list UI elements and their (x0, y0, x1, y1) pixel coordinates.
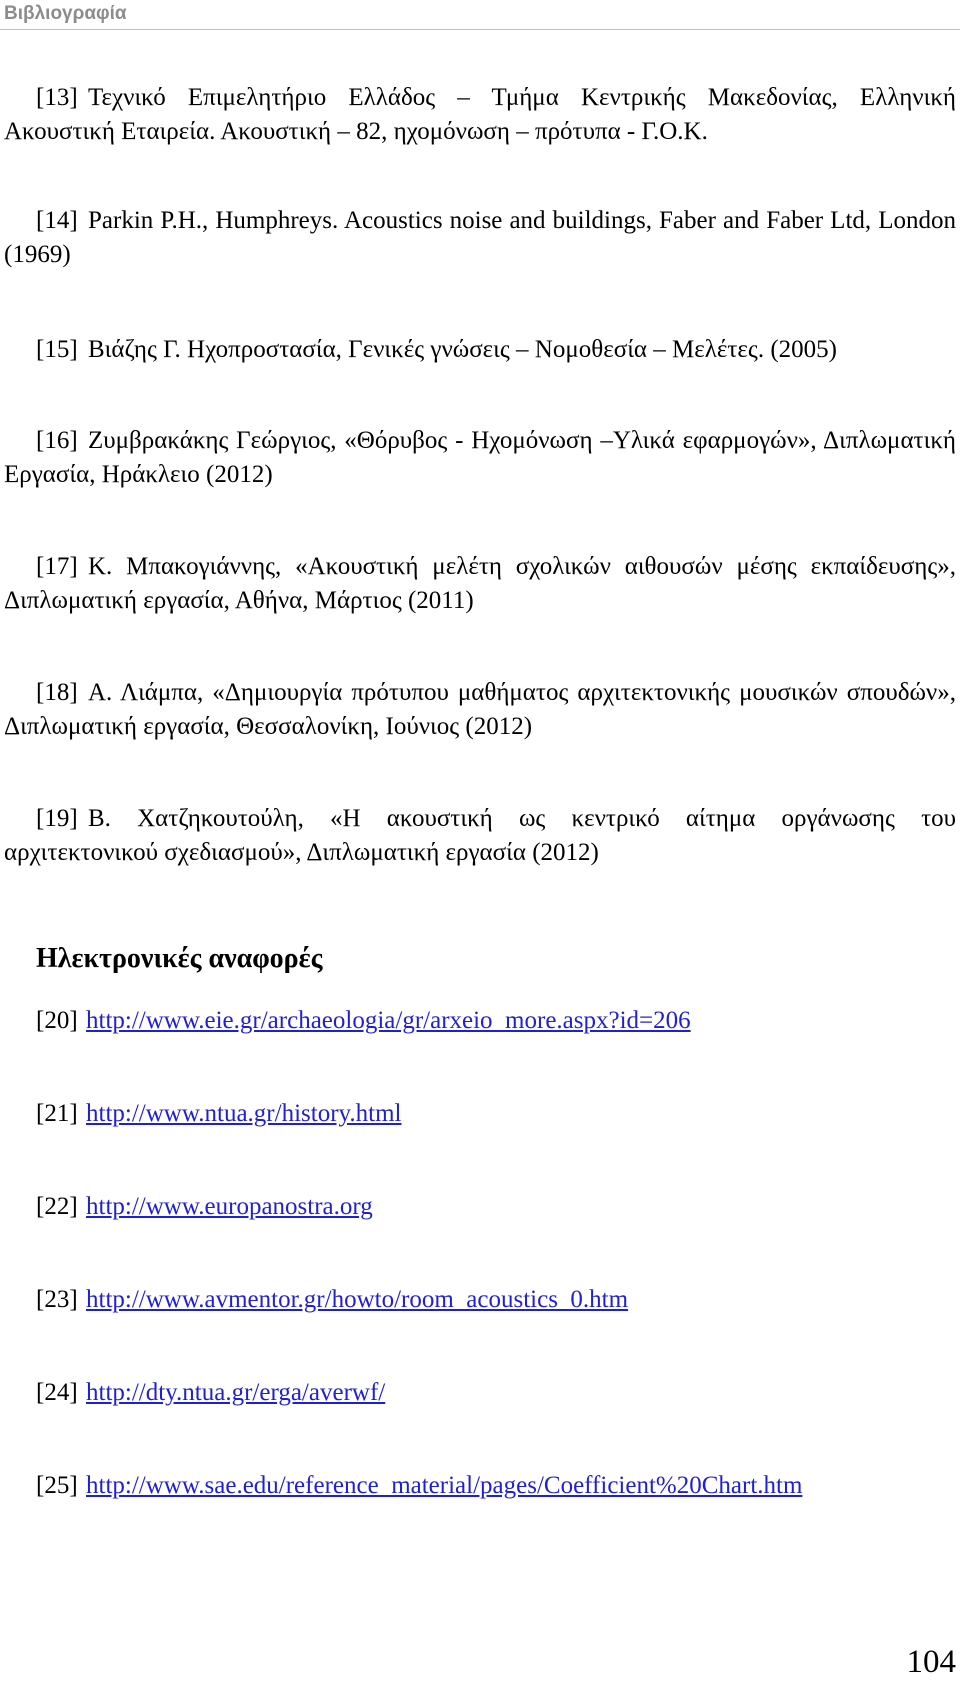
reference-link[interactable]: http://www.avmentor.gr/howto/room_acoustics_0.htm (86, 1286, 629, 1313)
reference-number: [22] (36, 1193, 78, 1220)
reference-number: [23] (36, 1286, 78, 1313)
reference-text: Ζυμβρακάκης Γεώργιος, «Θόρυβος - Ηχομόνωση –Υλικά εφαρμογών», Διπλωματική Εργασία, Ηράκλειο (2012) (4, 427, 956, 488)
reference-21 (36, 1097, 402, 1131)
reference-text: Κ. Μπακογιάννης, «Ακουστική μελέτη σχολικών αιθουσών μέσης εκπαίδευσης», Διπλωματική εργασία, Αθήνα, Μάρτιος (2011) (4, 553, 956, 614)
reference-link[interactable]: http://www.eie.gr/archaeologia/gr/arxeio_more.aspx?id=206 (86, 1007, 691, 1034)
reference-number: [13] (36, 84, 78, 111)
reference-number: [19] (36, 805, 78, 832)
reference-number: [20] (36, 1007, 78, 1034)
reference-link[interactable]: http://www.ntua.gr/history.html (86, 1100, 402, 1127)
reference-24 (36, 1376, 385, 1410)
page-header (0, 0, 960, 30)
electronic-references-heading: Ηλεκτρονικές αναφορές (36, 943, 323, 974)
reference-22 (36, 1190, 373, 1224)
running-header-title: Βιβλιογραφία (4, 3, 127, 24)
reference-16 (4, 424, 956, 492)
reference-number: [24] (36, 1379, 78, 1406)
reference-link[interactable]: http://www.sae.edu/reference_material/pages/Coefficient%20Chart.htm (86, 1472, 803, 1499)
page-number: 104 (906, 1644, 956, 1680)
reference-text: Βιάζης Γ. Ηχοπροστασία, Γενικές γνώσεις – Νομοθεσία – Μελέτες. (2005) (88, 336, 837, 363)
reference-23 (36, 1283, 628, 1317)
reference-text: Τεχνικό Επιμελητήριο Ελλάδος – Τμήμα Κεντρικής Μακεδονίας, Ελληνική Ακουστική Εταιρεία. Ακουστική – 82, ηχομόνωση – πρότυπα - Γ.Ο.Κ. (4, 84, 956, 145)
reference-link[interactable]: http://www.europanostra.org (86, 1193, 373, 1220)
reference-number: [25] (36, 1472, 78, 1499)
reference-14 (4, 204, 956, 272)
reference-text: Α. Λιάμπα, «Δημιουργία πρότυπου μαθήματος αρχιτεκτονικής μουσικών σπουδών», Διπλωματική εργασία, Θεσσαλονίκη, Ιούνιος (2012) (4, 679, 956, 740)
reference-text: Β. Χατζηκουτούλη, «Η ακουστική ως κεντρικό αίτημα οργάνωσης του αρχιτεκτονικού σχεδιασμού», Διπλωματική εργασία (2012) (4, 805, 956, 866)
reference-20 (36, 1004, 691, 1038)
reference-number: [17] (36, 553, 78, 580)
reference-19 (4, 802, 956, 870)
reference-number: [16] (36, 427, 78, 454)
reference-13 (4, 81, 956, 149)
reference-25 (36, 1469, 802, 1503)
reference-number: [15] (36, 336, 78, 363)
reference-17 (4, 550, 956, 618)
reference-number: [14] (36, 207, 78, 234)
reference-link[interactable]: http://dty.ntua.gr/erga/averwf/ (86, 1379, 386, 1406)
reference-number: [21] (36, 1100, 78, 1127)
reference-text: Parkin P.H., Humphreys. Acoustics noise and buildings, Faber and Faber Ltd, London (1969) (4, 207, 956, 268)
reference-18 (4, 676, 956, 744)
reference-15 (4, 333, 956, 367)
reference-number: [18] (36, 679, 78, 706)
